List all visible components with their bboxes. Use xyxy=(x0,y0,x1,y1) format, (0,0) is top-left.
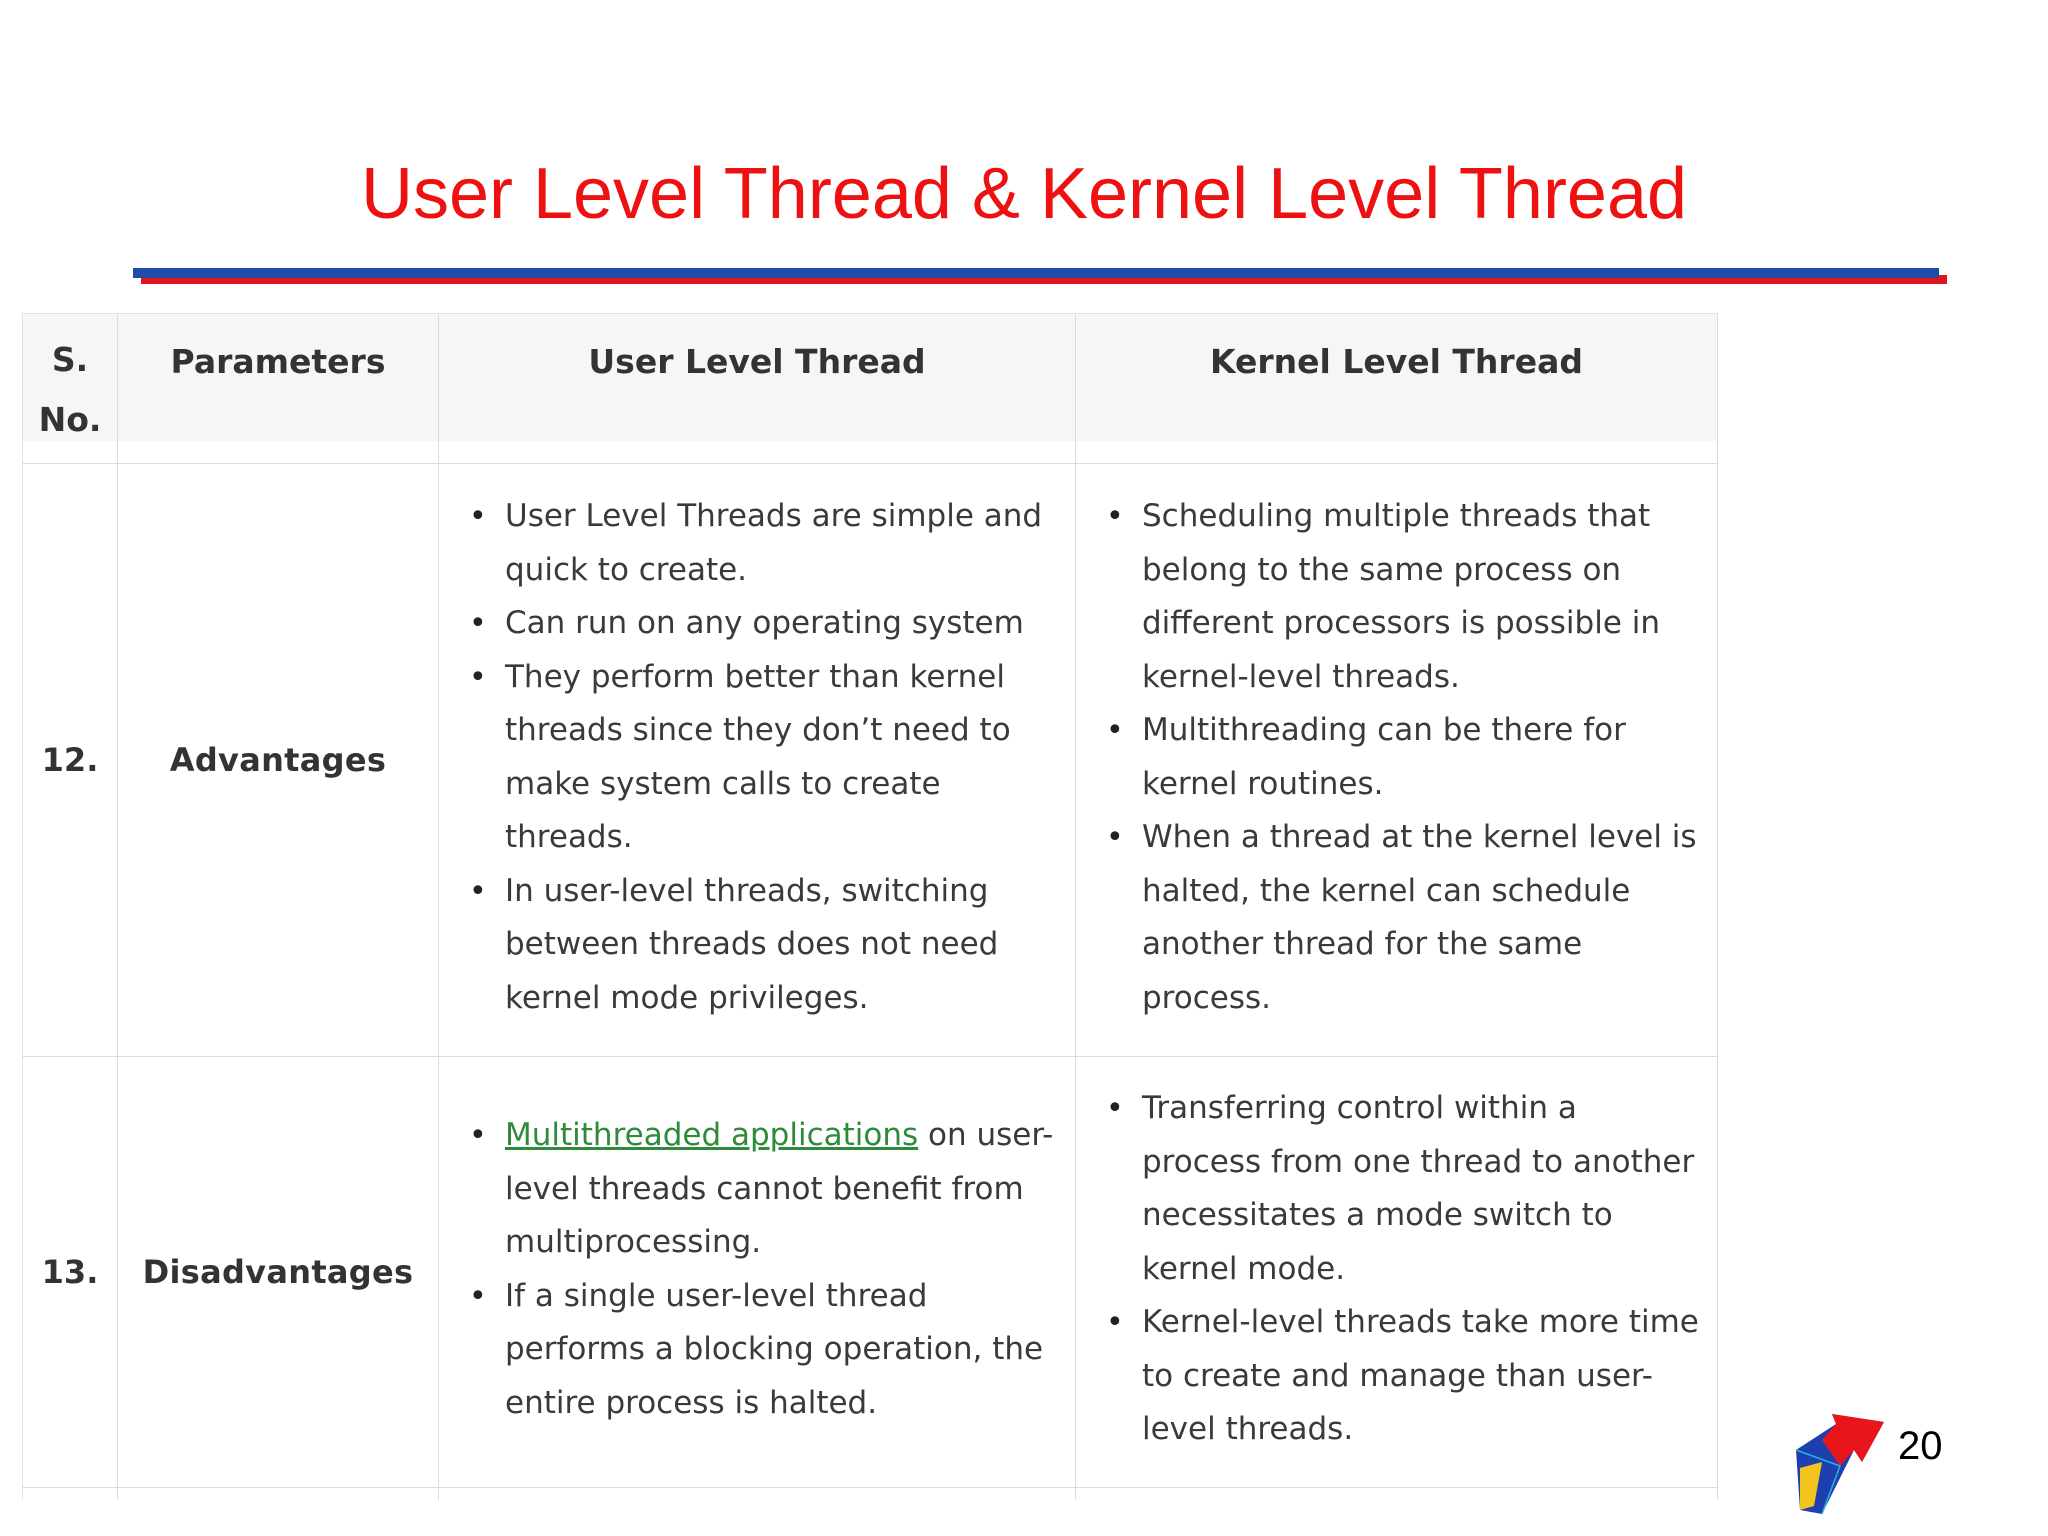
bullet-list xyxy=(439,1057,1075,1430)
header-sno: S. No. xyxy=(22,314,118,441)
list-item: • If a single user-level thread performs a blocking operation, the entire process is halted. xyxy=(505,1270,1057,1431)
row-sno: 13. xyxy=(22,1057,118,1487)
user-level-cell xyxy=(439,464,1076,1056)
list-item: • User Level Threads are simple and quick to create. xyxy=(505,490,1057,597)
list-item: • In user-level threads, switching between threads does not need kernel mode privileges. xyxy=(505,865,1057,1026)
list-item: • Multithreading can be there for kernel routines. xyxy=(1142,704,1699,811)
title-underline-blue xyxy=(133,268,1939,278)
table-cutoff-row xyxy=(22,1488,1718,1500)
table-header-row xyxy=(22,313,1718,441)
bullet-list xyxy=(439,464,1075,1025)
list-item xyxy=(505,1109,1057,1270)
bullet-list xyxy=(1076,1057,1717,1457)
arrow-logo-icon xyxy=(1792,1410,1888,1514)
list-item: • Transferring control within a process from one thread to another necessitates a mode switch to kernel mode. xyxy=(1142,1082,1699,1296)
table-row xyxy=(22,1057,1718,1488)
row-parameter: Advantages xyxy=(118,464,439,1056)
header-kernel-level: Kernel Level Thread xyxy=(1076,314,1718,441)
list-item: • Scheduling multiple threads that belong to the same process on different processors is possible in kernel-level threads. xyxy=(1142,490,1699,704)
header-user-level: User Level Thread xyxy=(439,314,1076,441)
kernel-level-cell xyxy=(1076,1057,1718,1487)
list-item: • Kernel-level threads take more time to create and manage than user-level threads. xyxy=(1142,1296,1699,1457)
bullet-list xyxy=(1076,464,1717,1025)
row-parameter: Disadvantages xyxy=(118,1057,439,1487)
list-item-text: on user-level threads cannot benefit from multiprocessing. xyxy=(505,1117,1054,1260)
list-item: • When a thread at the kernel level is halted, the kernel can schedule another thread for the same process. xyxy=(1142,811,1699,1025)
slide-title: User Level Thread & Kernel Level Thread xyxy=(360,154,1688,234)
user-level-cell xyxy=(439,1057,1076,1487)
multithreaded-applications-link[interactable]: Multithreaded applications xyxy=(505,1117,919,1153)
table-row xyxy=(22,464,1718,1057)
page-number: 20 xyxy=(1898,1424,1943,1468)
table-spacer-row xyxy=(22,441,1718,464)
list-item: • They perform better than kernel threads since they don’t need to make system calls to create threads. xyxy=(505,651,1057,865)
list-item: • Can run on any operating system xyxy=(505,597,1057,651)
row-sno: 12. xyxy=(22,464,118,1056)
header-parameters: Parameters xyxy=(118,314,439,441)
comparison-table xyxy=(22,313,1718,1500)
kernel-level-cell xyxy=(1076,464,1718,1056)
